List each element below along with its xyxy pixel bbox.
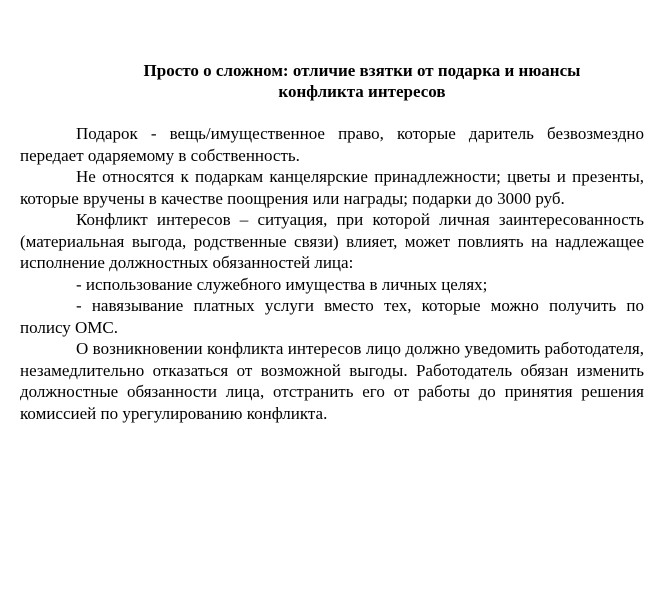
paragraph-gift-definition: Подарок - вещь/имущественное право, которые даритель безвозмездно передает одаряемому в собственность. bbox=[20, 124, 644, 165]
paragraph-notification: О возникновении конфликта интересов лицо должно уведомить работодателя, незамедлительно отказаться от возможной выгоды. Работодатель обязан изменить должностные обязанности лица, отстранить его от работы до принятия решения комиссией по урегулированию конфликта. bbox=[20, 339, 644, 423]
paragraph-conflict-definition: Конфликт интересов – ситуация, при которой личная заинтересованность (материальная выгода, родственные связи) влияет, может повлиять на надлежащее исполнение должностных обязанностей лица: bbox=[20, 210, 644, 272]
title-line-1: Просто о сложном: отличие взятки от подарка и нюансы bbox=[143, 61, 581, 80]
paragraph-not-gifts: Не относятся к подаркам канцелярские принадлежности; цветы и презенты, которые вручены в качестве поощрения или награды; подарки до 3000 руб. bbox=[20, 167, 644, 208]
document-page bbox=[20, 60, 644, 424]
paragraph-list-item-property: - использование служебного имущества в личных целях; bbox=[76, 274, 488, 294]
title-line-2: конфликта интересов bbox=[278, 82, 446, 101]
paragraph-list-item-services: - навязывание платных услуги вместо тех, которые можно получить по полису ОМС. bbox=[20, 296, 644, 337]
document-title bbox=[20, 60, 644, 102]
